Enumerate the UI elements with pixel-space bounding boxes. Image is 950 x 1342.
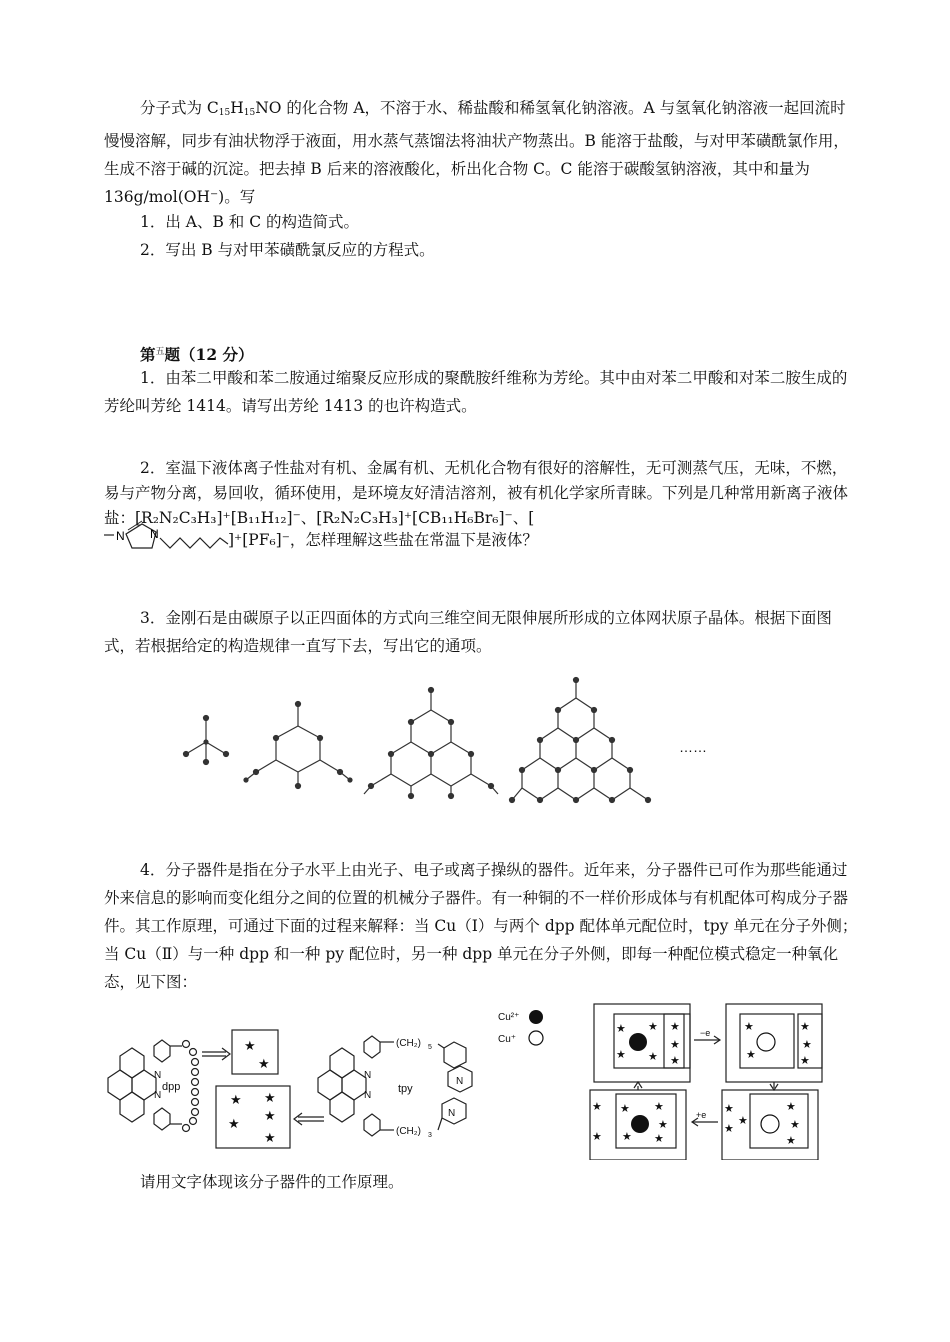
svg-text:★: ★ xyxy=(670,1055,680,1067)
tpy-molecule xyxy=(318,1036,472,1136)
q2-text: 2．室温下液体离子性盐对有机、金属有机、无机化合物有很好的溶解性，无可测蒸气压，无味，不燃，易与产物分离，易回收，循环使用，是环境友好清洁溶剂，被有机化学家所青睐。下列是几种常用新离子液体盐：[R₂N₂C₃H₃]⁺[B₁₁H₁₂]⁻、[R₂N₂C₃H₃]⁺[CB₁₁H₆Br₆]⁻、[ xyxy=(104,459,849,527)
ch2-bot-sub: 3 xyxy=(428,1132,432,1139)
section5-q4-end: 请用文字体现该分子器件的工作原理。 xyxy=(140,1173,404,1191)
svg-text:★: ★ xyxy=(264,1108,276,1123)
diamond-structures-figure xyxy=(176,676,736,826)
minus-e-label: −e xyxy=(700,1028,711,1038)
plus-e-label: +e xyxy=(696,1110,707,1120)
svg-text:★: ★ xyxy=(800,1055,810,1067)
q4-item-1: 1．出 A、B 和 C 的构造简式。 xyxy=(140,213,360,231)
svg-text:★: ★ xyxy=(654,1101,664,1113)
subscript: 15 xyxy=(218,108,231,118)
tpy-n4: N xyxy=(448,1108,456,1119)
cu2-symbol xyxy=(529,1010,543,1024)
svg-text:★: ★ xyxy=(616,1023,626,1035)
dpp-n2: N xyxy=(154,1090,162,1101)
diamond-structure-2 xyxy=(244,702,352,789)
section5-q1: 1．由苯二甲酸和苯二胺通过缩聚反应形成的聚酰胺纤维称为芳纶。其中由对苯二甲酸和对苯二胺生成的芳纶叫芳纶 1414。请写出芳纶 1413 的也许构造式。 xyxy=(104,369,848,415)
diamond-ellipsis: …… xyxy=(679,739,707,755)
svg-text:★: ★ xyxy=(244,1038,256,1053)
imid-n2: N xyxy=(150,527,159,541)
cu2-label: Cu²⁺ xyxy=(498,1012,520,1023)
subscript: 15 xyxy=(243,108,256,118)
text-seg: 分子式为 C xyxy=(140,99,219,117)
text-seg: H xyxy=(230,99,244,117)
svg-text:★: ★ xyxy=(228,1116,240,1131)
text-seg: NO 的化合物 A，不溶于水、稀盐酸和稀氢氧化钠溶液。A 与氢氧化钠溶液一起回流时慢慢溶解，同步有油状物浮于液面，用水蒸气蒸馏法将油状产物蒸出。B 能溶于盐酸，与对甲苯磺酰氯作用，生成不溶于碱的沉淀。把去掉 B 后来的溶液酸化，析出化合物 C。C 能溶于碳酸氢钠溶液，其中和量为 136g/mol(OH⁻)。写 xyxy=(104,99,849,206)
svg-text:★: ★ xyxy=(670,1039,680,1051)
q2-tail-text: ]⁺[PF₆]⁻，怎样理解这些盐在常温下是液体？ xyxy=(228,531,538,549)
svg-text:★: ★ xyxy=(800,1021,810,1033)
title-pre: 第 xyxy=(140,345,156,364)
svg-text:★: ★ xyxy=(648,1021,658,1033)
svg-text:★: ★ xyxy=(616,1049,626,1061)
svg-text:★: ★ xyxy=(744,1021,754,1033)
svg-text:★: ★ xyxy=(648,1051,658,1063)
section5-q4: 4．分子器件是指在分子水平上由光子、电子或离子操纵的器件。近年来，分子器件已可作为那些能通过外来信息的影响而变化组分之间的位置的机械分子器件。有一种铜的不一样价形成体与有机配体可构成分子器件。其工作原理，可通过下面的过程来解释：当 Cu（Ⅰ）与两个 dpp 配体单元配位时，tpy 单元在分子外侧；当 Cu（Ⅱ）与一种 dpp 和一种 py 配位时，另一种 dpp 单元在分子外侧，即每一种配位模式稳定一种氧化态，见下图： xyxy=(104,861,858,991)
dpp-n1: N xyxy=(154,1070,162,1081)
svg-text:★: ★ xyxy=(786,1135,796,1147)
svg-text:★: ★ xyxy=(622,1131,632,1143)
title-number: 五 xyxy=(155,347,165,357)
molecular-device-figure xyxy=(98,1000,858,1160)
section5-q3: 3．金刚石是由碳原子以正四面体的方式向三维空间无限伸展所形成的立体网状原子晶体。根据下面图式，若根据给定的构造规律一直写下去，写出它的通项。 xyxy=(104,609,832,655)
svg-text:★: ★ xyxy=(786,1101,796,1113)
svg-text:★: ★ xyxy=(620,1103,630,1115)
svg-text:★: ★ xyxy=(658,1119,668,1131)
ch2-top-sub: 5 xyxy=(428,1044,432,1051)
title-post: 题（12 分） xyxy=(164,345,254,364)
q4-item-2: 2．写出 B 与对甲苯磺酰氯反应的方程式。 xyxy=(140,241,435,259)
cu1-label: Cu⁺ xyxy=(498,1034,517,1045)
dpp-label: dpp xyxy=(162,1081,181,1093)
svg-text:★: ★ xyxy=(724,1123,734,1135)
svg-text:★: ★ xyxy=(258,1056,270,1071)
svg-text:★: ★ xyxy=(724,1103,734,1115)
imid-n1: N xyxy=(116,529,125,543)
dpp-molecule xyxy=(108,1040,199,1132)
svg-text:★: ★ xyxy=(264,1130,276,1145)
svg-text:★: ★ xyxy=(592,1131,602,1143)
tpy-n1: N xyxy=(364,1070,372,1081)
tpy-label: tpy xyxy=(398,1083,413,1095)
svg-text:★: ★ xyxy=(592,1101,602,1113)
section5-q2-tail xyxy=(228,526,848,554)
svg-text:★: ★ xyxy=(670,1021,680,1033)
diamond-structure-3 xyxy=(364,688,498,799)
ch2-top: (CH₂) xyxy=(396,1038,421,1049)
imidazolium-structure xyxy=(100,520,240,560)
svg-text:★: ★ xyxy=(790,1119,800,1131)
ch2-bot: (CH₂) xyxy=(396,1126,421,1137)
diamond-structure-4 xyxy=(510,678,651,803)
svg-text:★: ★ xyxy=(802,1039,812,1051)
svg-text:★: ★ xyxy=(230,1092,242,1107)
q4-intro-paragraph xyxy=(104,94,859,211)
svg-text:★: ★ xyxy=(746,1049,756,1061)
tpy-n3: N xyxy=(456,1076,464,1087)
tpy-n2: N xyxy=(364,1090,372,1101)
svg-text:★: ★ xyxy=(264,1090,276,1105)
diamond-structure-1 xyxy=(184,716,229,765)
cu1-symbol xyxy=(529,1031,543,1045)
svg-text:★: ★ xyxy=(738,1115,748,1127)
svg-text:★: ★ xyxy=(654,1133,664,1145)
